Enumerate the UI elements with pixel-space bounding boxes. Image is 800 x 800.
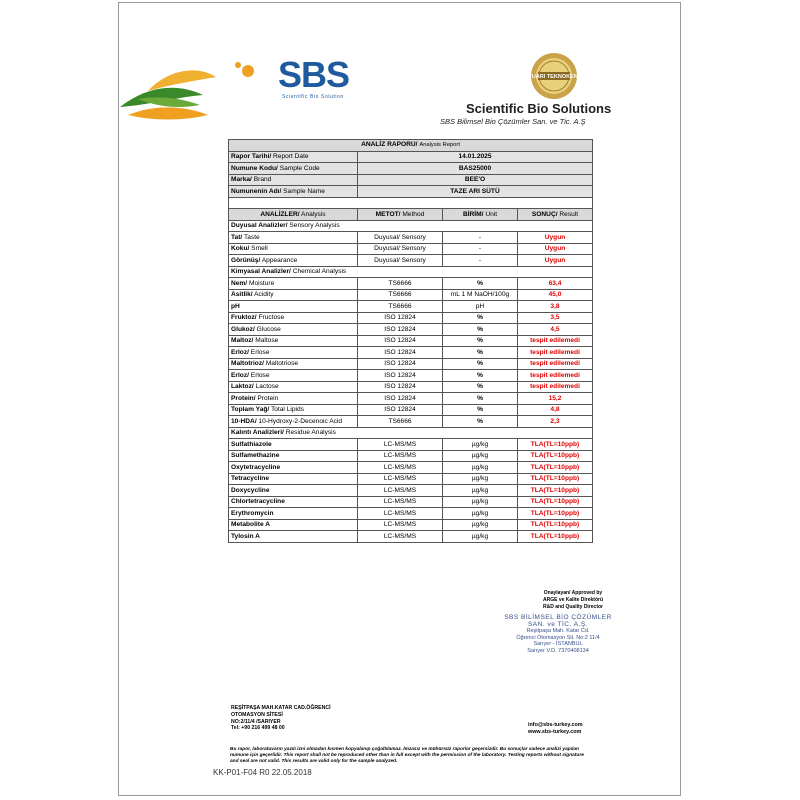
table-row: Asitlik/ Acidity TS6666 mL 1 M NaOH/100g 45,0 (229, 289, 593, 301)
table-row: Toplam Yağ/ Total Lipids ISO 12824 % 4,8 (229, 404, 593, 416)
table-row: Laktoz/ Lactose ISO 12824 % tespit edilemedi (229, 381, 593, 393)
table-row: Fruktoz/ Fructose ISO 12824 % 3,5 (229, 312, 593, 324)
approval-line2: ARGE ve Kalite Direktörü (542, 597, 604, 603)
company-name-tr: SBS Bilimsel Bio Çözümler San. ve Tic. A.Ş (440, 117, 586, 126)
table-row: Doxycycline LC-MS/MS µg/kg TLA(TL=10ppb) (229, 485, 593, 497)
table-row: Protein/ Protein ISO 12824 % 15,2 (229, 393, 593, 405)
logo-text: SBS (278, 54, 350, 95)
meta-row: Rapor Tarihi/ Report Date 14.01.2025 (229, 151, 593, 163)
table-row: Sulfathiazole LC-MS/MS µg/kg TLA(TL=10ppb) (229, 439, 593, 451)
section-sensory: Duyusal Analizler/ Sensory Analysis (229, 220, 593, 232)
table-row: Maltotrioz/ Maltotriose ISO 12824 % tespit edilemedi (229, 358, 593, 370)
section-chemical: Kimyasal Analizler/ Chemical Analysis (229, 266, 593, 278)
section-residue: Kalıntı Analizleri/ Residue Analysis (229, 427, 593, 439)
web-contact (528, 722, 583, 736)
table-row: Oxytetracycline LC-MS/MS µg/kg TLA(TL=10ppb) (229, 462, 593, 474)
report-title: ANALİZ RAPORU/ Analysis Report (229, 140, 593, 152)
company-name: Scientific Bio Solutions (466, 101, 612, 116)
table-row: Tylosin A LC-MS/MS µg/kg TLA(TL=10ppb) (229, 531, 593, 543)
table-row: Sulfamethazine LC-MS/MS µg/kg TLA(TL=10ppb) (229, 450, 593, 462)
table-row: Tetracycline LC-MS/MS µg/kg TLA(TL=10ppb) (229, 473, 593, 485)
meta-row: Numunenin Adı/ Sample Name TAZE ARI SÜTÜ (229, 186, 593, 198)
website-link[interactable]: www.sbs-turkey.com (528, 729, 582, 736)
spacer-row (229, 197, 593, 209)
column-header-row: ANALİZLER/ Analysis METOT/ Method BİRİM/ Unit SONUÇ/ Result (229, 209, 593, 221)
table-row: Chlortetracycline LC-MS/MS µg/kg TLA(TL=10ppb) (229, 496, 593, 508)
meta-row: Numune Kodu/ Sample Code BAS25000 (229, 163, 593, 175)
table-row: Metabolite A LC-MS/MS µg/kg TLA(TL=10ppb) (229, 519, 593, 531)
disclaimer-text: Bu rapor, laboratuvarın yazılı izni olmadan kısmen kopyalanıp çoğaltılamaz. İmzasız ve mühürsüz raporlar geçersizdir. Bu sonuçlar sadece analizi yapılan numune için geçerlidir. This report shall not be reproduced other than in full except with the permission of the laboratory. Testing reports without signature and seal are not valid. This results are valid only for the sample analyzed. (230, 747, 584, 765)
table-row: Erythromycin LC-MS/MS µg/kg TLA(TL=10ppb) (229, 508, 593, 520)
table-row: Erloz/ Erlose ISO 12824 % tespit edilemedi (229, 370, 593, 382)
table-row: Nem/ Moisture TS6666 % 63,4 (229, 278, 593, 290)
approval-line3: R&D and Quality Director (542, 604, 603, 610)
company-stamp: SBS BİLİMSEL BİO ÇÖZÜMLER SAN. ve TİC. A.Ş. Reşitpaşa Mah. Katar Cd. Öğrenci Otomasyon Sit. No:2 11/4 Sarıyer - İSTANBUL Sarıyer V.D. 7370408134 (504, 614, 612, 654)
table-row: pH TS6666 pH 3,8 (229, 301, 593, 313)
logo-subtitle: Scientific Bio Solution (282, 94, 344, 100)
table-row: Erloz/ Erlose ISO 12824 % tespit edilemedi (229, 347, 593, 359)
approval-line1: Onaylayan/ Approved by (543, 590, 603, 596)
address-block: REŞİTPAŞA MAH.KATAR CAD.ÖĞRENCİ OTOMASYON SİTESİ NO:2/11/4 /SARIYER Tel: +90 216 499 48 00 (231, 705, 331, 732)
table-row: 10-HDA/ 10-Hydroxy-2-Decenoic Acid TS6666 % 2,3 (229, 416, 593, 428)
analysis-report-table (228, 139, 593, 543)
email-link[interactable]: info@sbs-turkey.com (528, 722, 583, 728)
table-row: Koku/ Smell Duyusal/ Sensory - Uygun (229, 243, 593, 255)
seal-text: İTUARI TEKNOKENT (526, 74, 582, 80)
table-row: Glukoz/ Glucose ISO 12824 % 4,5 (229, 324, 593, 336)
table-row: Görünüş/ Appearance Duyusal/ Sensory - Uygun (229, 255, 593, 267)
ituari-seal-icon (526, 52, 582, 100)
table-row: Tat/ Taste Duyusal/ Sensory - Uygun (229, 232, 593, 244)
approval-block (518, 590, 628, 611)
meta-row: Marka/ Brand BEE'O (229, 174, 593, 186)
table-row: Maltoz/ Maltose ISO 12824 % tespit edilemedi (229, 335, 593, 347)
form-code: KK-P01-F04 R0 22.05.2018 (213, 768, 312, 777)
